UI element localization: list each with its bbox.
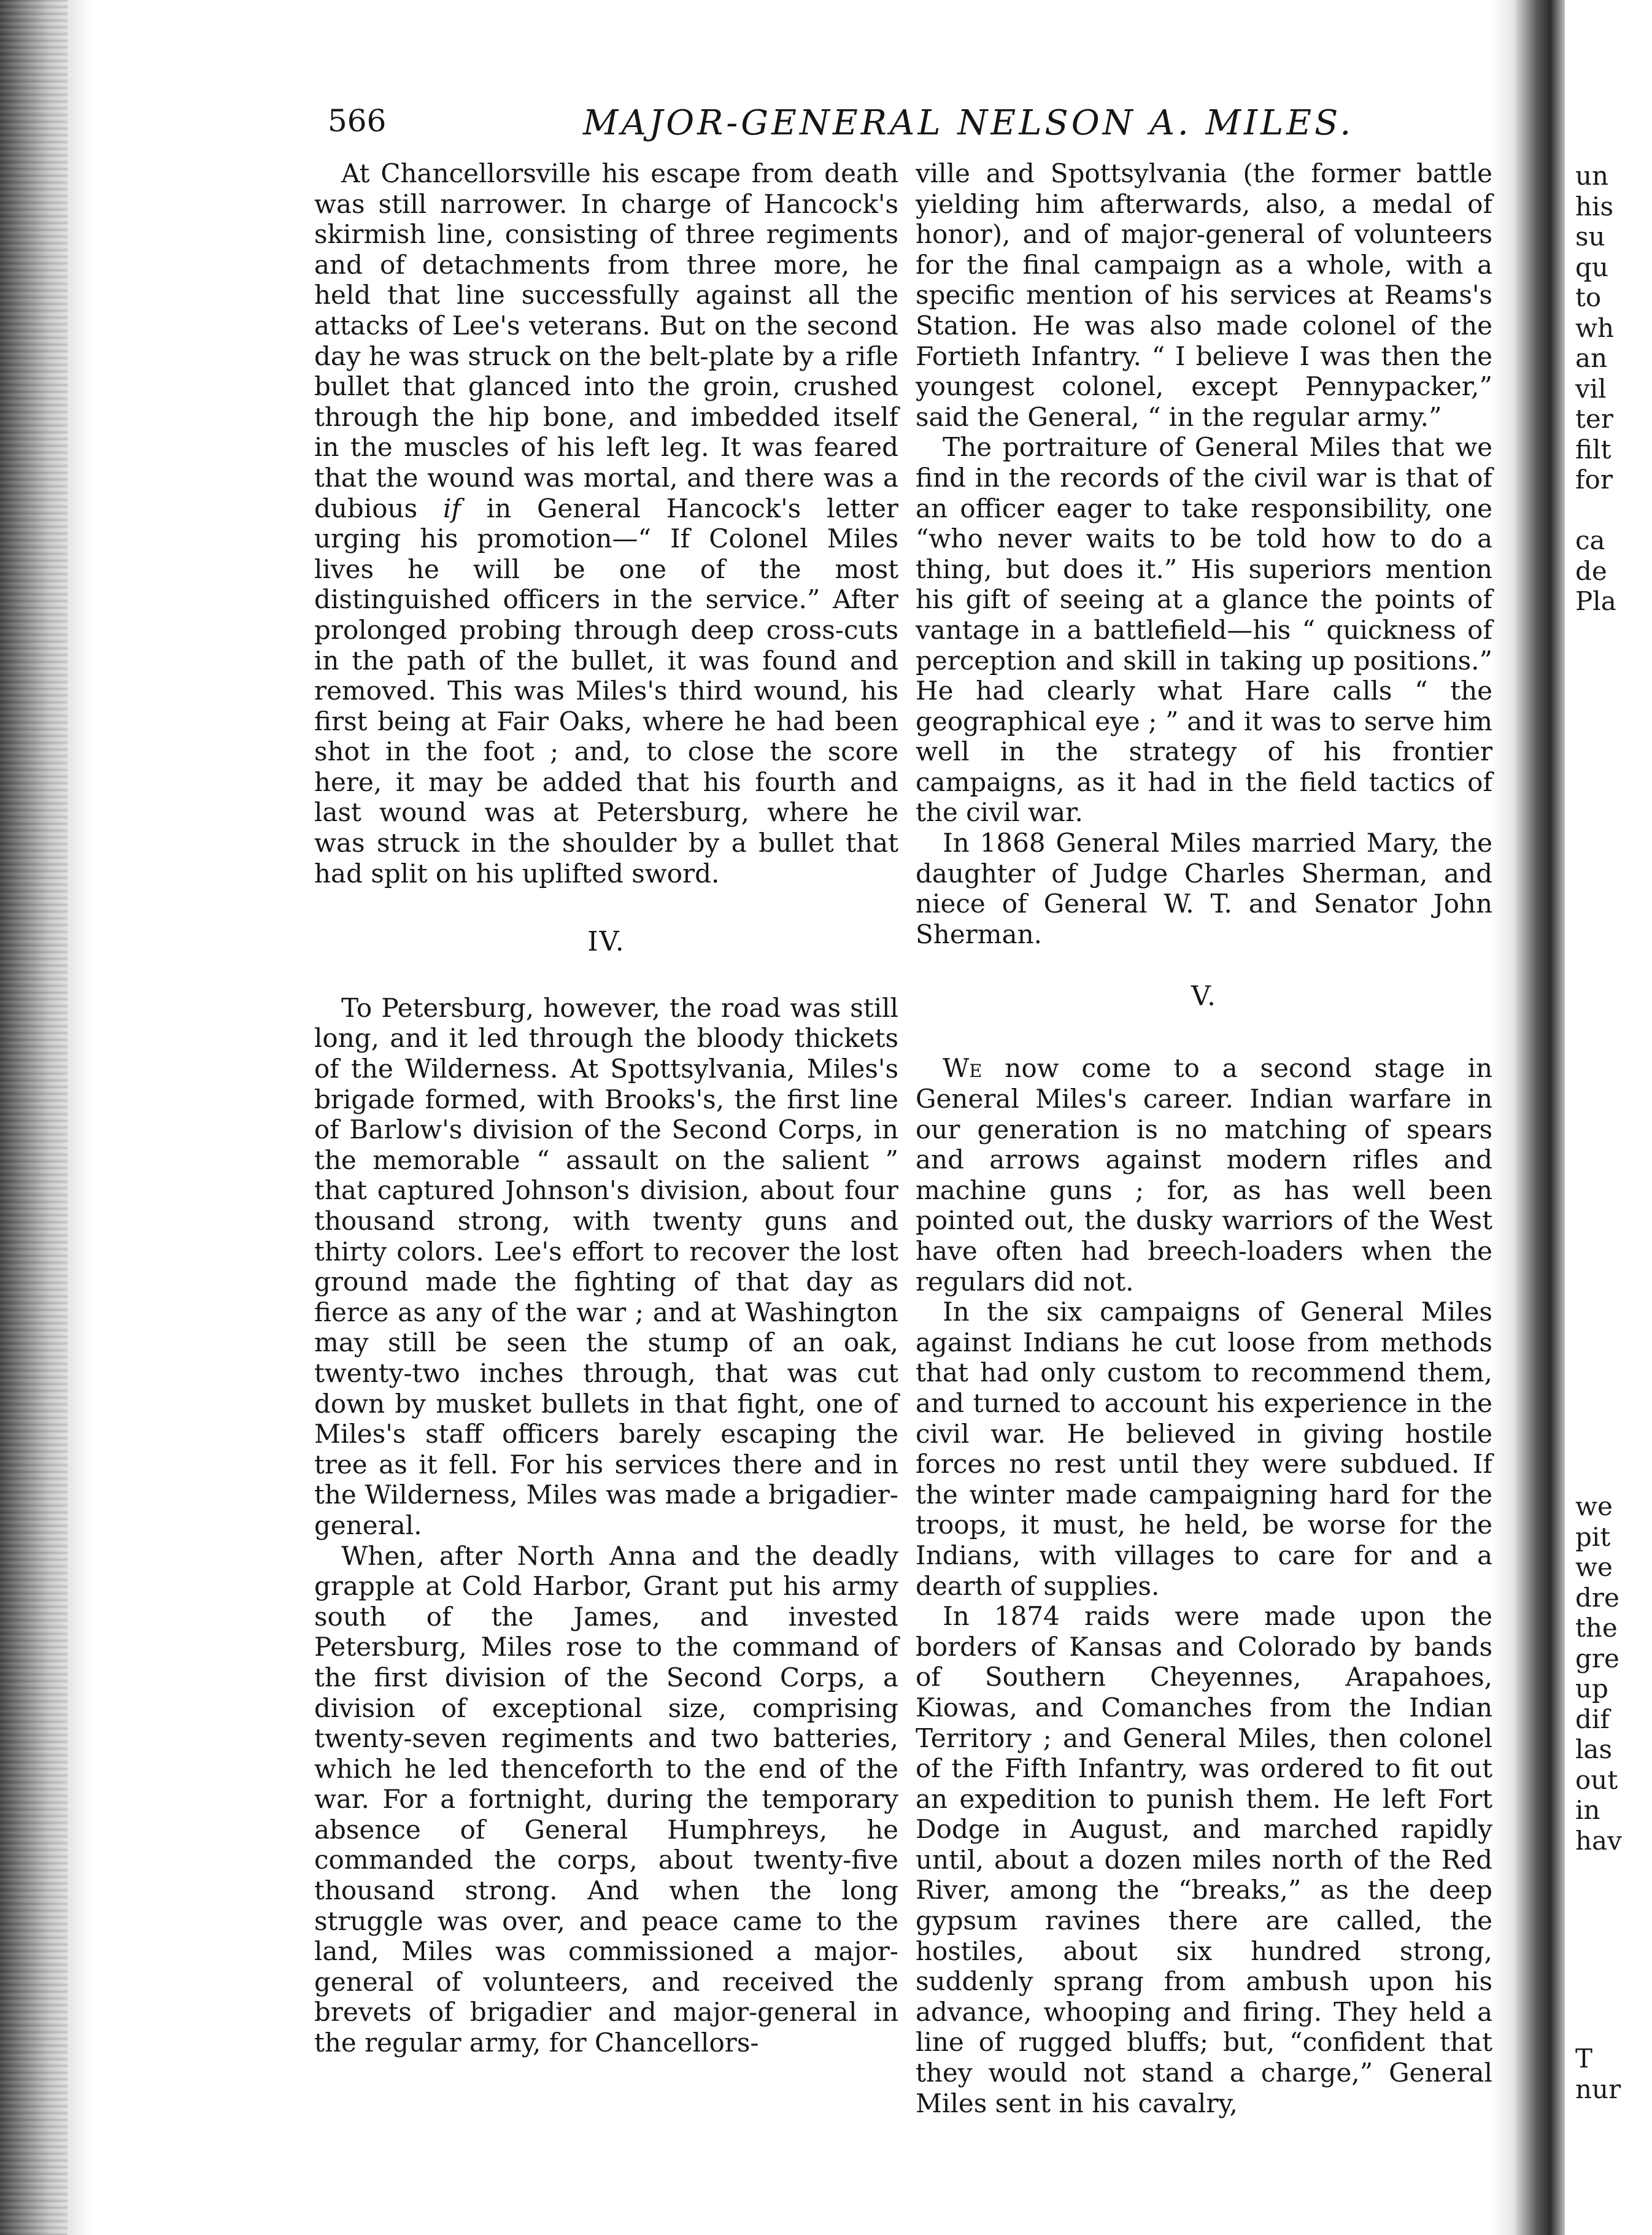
paragraph: At Chancellorsville his escape from death was still narrower. In charge of Hancock's skirmish line, consisting of three regiments and of detachments from three more, he held that line successfully against all the attacks of Lee's veterans. But on the second day he was struck on the belt-plate by a rifle bullet that glanced into the groin, crushed through the hip bone, and imbedded itself in the muscles of his left leg. It was feared that the wound was mortal, and there was a dubious if in General Hancock's letter urging his promotion—“ If Colonel Miles lives he will be one of the most distinguished officers in the service.” After prolonged probing through deep cross-cuts in the path of the bullet, it was found and removed. This was Miles's third wound, his first being at Fair Oaks, where he had been shot in the foot ; and, to close the score here, it may be added that his fourth and last wound was at Petersburg, where he was struck in the shoulder by a bullet that had split on his uplifted sword. xyxy=(314,158,898,889)
paragraph: In 1874 raids were made upon the borders of Kansas and Colorado by bands of Southern Cheyennes, Arapahoes, Kiowas, and Comanches from the Indian Territory ; and General Miles, then colonel of the Fifth Infantry, was ordered to fit out an expedition to punish them. He left Fort Dodge in August, and marched rapidly until, about a dozen miles north of the Red River, among the “breaks,” as the deep gypsum ravines there are called, the hostiles, about six hundred strong, suddenly sprang from ambush upon his advance, whooping and firing. They held a line of rugged bluffs; but, “confident that they would not stand a charge,” General Miles sent in his cavalry, xyxy=(916,1601,1492,2118)
facing-page-fragment xyxy=(1568,0,1652,2235)
paragraph: To Petersburg, however, the road was still long, and it led through the bloody thickets of the Wilderness. At Spottsylvania, Miles's brigade formed, with Brooks's, the first line of Barlow's division of the Second Corps, in the memorable “ assault on the salient ” that captured Johnson's division, about four thousand strong, with twenty guns and thirty colors. Lee's effort to recover the lost ground made the fighting of that day as fierce as any of the war ; and at Washington may still be seen the stump of an oak, twenty-two inches through, that was cut down by musket bullets in that fight, one of Miles's staff officers barely escaping the tree as it fell. For his services there and in the Wilderness, Miles was made a brigadier-general. xyxy=(314,992,898,1540)
page-gutter-shadow xyxy=(1491,0,1565,2235)
section-heading: V. xyxy=(1191,981,1218,1013)
running-head xyxy=(313,103,1522,152)
page-number: 566 xyxy=(328,103,387,139)
left-column xyxy=(314,158,898,2058)
paragraph: When, after North Anna and the deadly grapple at Cold Harbor, Grant put his army south of the James, and invested Petersburg, Miles rose to the command of the first division of the Second Corps, a division of exceptional size, comprising twenty-seven regiments and two batteries, which he led thenceforth to the end of the war. For a fortnight, during the temporary absence of General Humphreys, he commanded the corps, about twenty-five thousand strong. And when the long struggle was over, and peace came to the land, Miles was commissioned a major-general of volunteers, and received the brevets of brigadier and major-general in the regular army, for Chancellors- xyxy=(314,1540,898,2058)
section-heading: IV. xyxy=(587,925,625,957)
italic-word: if xyxy=(442,493,461,523)
right-column xyxy=(916,158,1492,2118)
paragraph: In 1868 General Miles married Mary, the daughter of Judge Charles Sherman, and niece of General W. T. and Senator John Sherman. xyxy=(916,828,1492,949)
facing-fragment-middle: we pit we dre the gre up dif las out in hav xyxy=(1575,1491,1622,1856)
book-spine-texture xyxy=(0,0,68,2235)
paragraph: In the six campaigns of General Miles against Indians he cut loose from methods that had only custom to recommend them, and turned to account his experience in the civil war. He believed in giving hostile forces no rest until they were subdued. If the winter made campaigning hard for the troops, it must, he held, be worse for the Indians, with villages to care for and a dearth of supplies. xyxy=(916,1297,1492,1601)
facing-fragment-top: un his su qu to wh an vil ter filt for ca de Pla xyxy=(1575,161,1616,616)
facing-fragment-bottom: T nur xyxy=(1575,2044,1621,2104)
paragraph: The portraiture of General Miles that we find in the records of the civil war is that of an officer eager to take responsibility, one “who never waits to be told how to do a thing, but does it.” His superiors mention his gift of seeing at a glance the points of vantage in a battlefield—his “ quickness of perception and skill in taking up positions.” He had clearly what Hare calls “ the geographical eye ; ” and it was to serve him well in the strategy of his frontier campaigns, as it had in the field tactics of the civil war. xyxy=(916,432,1492,828)
paragraph: ville and Spottsylvania (the former battle yielding him afterwards, also, a medal of honor), and of major-general of volunteers for the final campaign as a whole, with a specific mention of his services at Reams's Station. He was also made colonel of the Fortieth Infantry. “ I believe I was then the youngest colonel, except Pennypacker,” said the General, “ in the regular army.” xyxy=(916,158,1492,432)
drop-word: We xyxy=(943,1053,982,1084)
paragraph: We now come to a second stage in General Miles's career. Indian warfare in our generation is no matching of spears and arrows against modern rifles and machine guns ; for, as has well been pointed out, the dusky warriors of the West have often had breech-loaders when the regulars did not. xyxy=(916,1053,1492,1297)
running-title: MAJOR-GENERAL NELSON A. MILES. xyxy=(583,103,1354,143)
